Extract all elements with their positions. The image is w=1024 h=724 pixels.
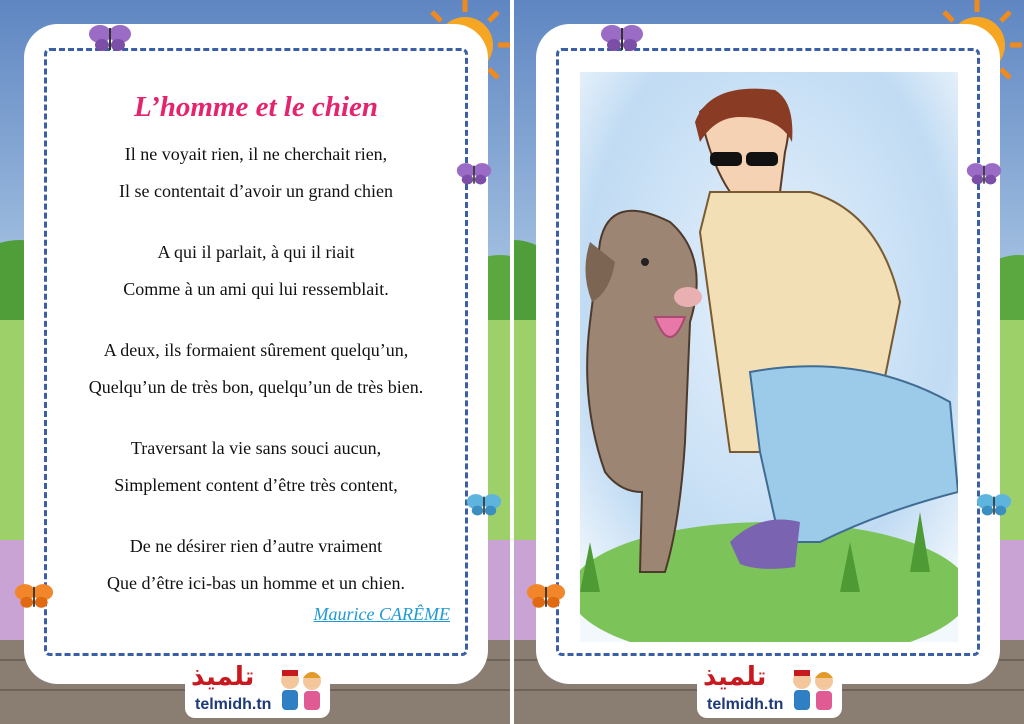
logo-url: telmidh.tn [707,696,784,713]
poem-line: Simplement content d’être très content, [114,475,398,495]
poem-line: A deux, ils formaient sûrement quelqu’un, [103,340,409,360]
telmidh-logo[interactable] [185,660,330,718]
poem-line: De ne désirer rien d’autre vraiment [129,536,383,556]
poem-page [0,0,510,724]
logo-arabic-text: تلميذ [191,662,255,692]
illustration-page [514,0,1024,724]
poem-line: Comme à un ami qui lui ressemblait. [123,279,389,299]
poem-line: Il se contentait d’avoir un grand chien [119,181,393,201]
butterfly-icon [526,580,566,610]
stanza [30,332,482,406]
stanza [30,430,482,504]
stanza [30,234,482,308]
butterfly-icon [966,158,1002,188]
logo-url: telmidh.tn [195,696,272,713]
poem-line: Il ne voyait rien, il ne cherchait rien, [124,144,388,164]
kids-icon [276,666,326,714]
kids-icon [788,666,838,714]
stanza [30,136,482,210]
stanza [30,528,482,602]
poem-line: A qui il parlait, à qui il riait [157,242,355,262]
author-link[interactable]: Maurice CARÊME [313,604,450,624]
poem-title: L’homme et le chien [133,91,379,123]
logo-arabic-text: تلميذ [703,662,767,692]
man-and-dog-illustration [580,72,958,642]
butterfly-icon [88,22,132,52]
butterfly-icon [600,22,644,52]
poem [30,88,482,602]
telmidh-logo[interactable] [697,660,842,718]
poem-line: Traversant la vie sans souci aucun, [130,438,382,458]
poem-line: Quelqu’un de très bon, quelqu’un de très bien. [88,377,424,397]
poem-line: Que d’être ici-bas un homme et un chien. [107,573,405,593]
butterfly-icon [976,490,1012,518]
